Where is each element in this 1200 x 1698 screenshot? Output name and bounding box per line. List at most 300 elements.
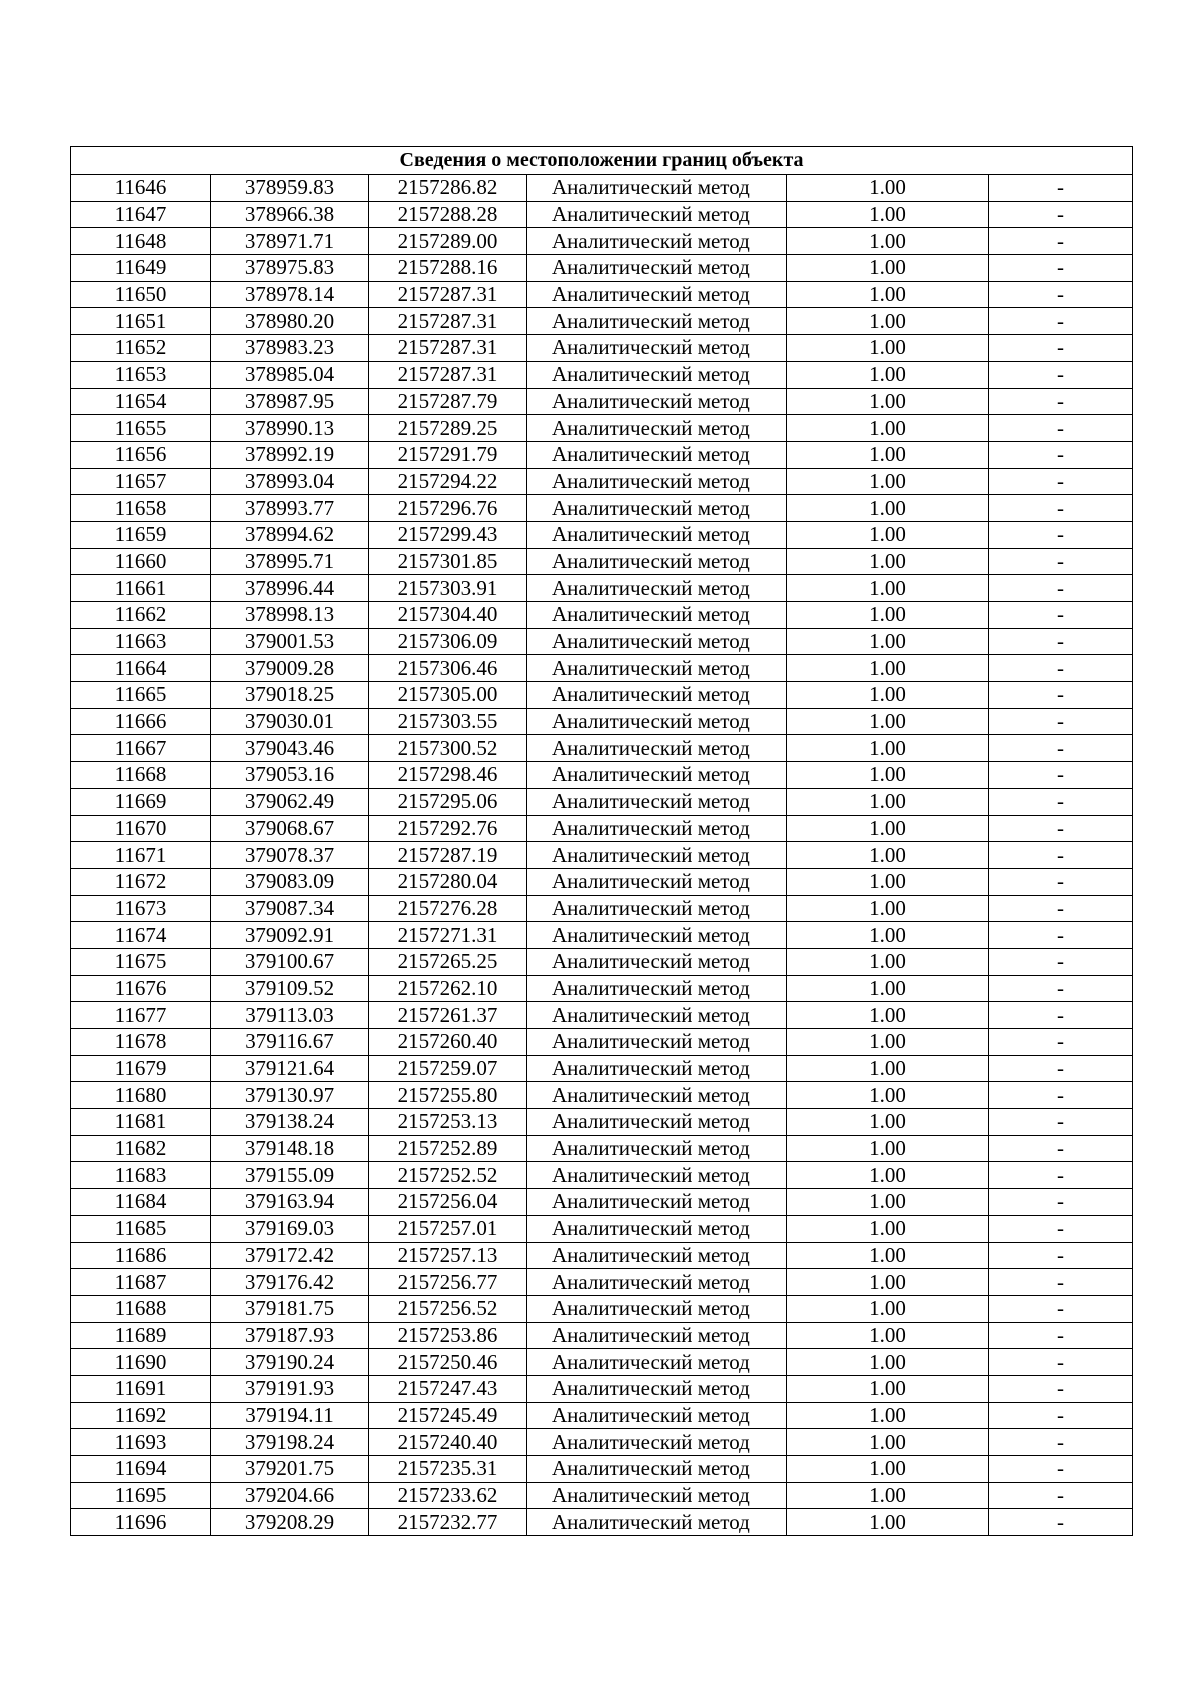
determination-method-cell: Аналитический метод: [527, 575, 787, 602]
coordinate-x-cell: 378994.62: [211, 521, 369, 548]
point-number-cell: 11673: [71, 895, 211, 922]
point-number-cell: 11683: [71, 1162, 211, 1189]
point-number-cell: 11660: [71, 548, 211, 575]
description-cell: -: [989, 1402, 1133, 1429]
description-cell: -: [989, 1349, 1133, 1376]
coordinate-y-cell: 2157295.06: [369, 788, 527, 815]
description-cell: -: [989, 1482, 1133, 1509]
point-number-cell: 11682: [71, 1135, 211, 1162]
coordinate-x-cell: 379078.37: [211, 842, 369, 869]
determination-method-cell: Аналитический метод: [527, 762, 787, 789]
determination-method-cell: Аналитический метод: [527, 1322, 787, 1349]
determination-method-cell: Аналитический метод: [527, 1402, 787, 1429]
accuracy-cell: 1.00: [787, 975, 989, 1002]
coordinate-y-cell: 2157253.86: [369, 1322, 527, 1349]
coordinate-x-cell: 379187.93: [211, 1322, 369, 1349]
coordinate-y-cell: 2157271.31: [369, 922, 527, 949]
accuracy-cell: 1.00: [787, 1002, 989, 1029]
point-number-cell: 11648: [71, 228, 211, 255]
description-cell: -: [989, 308, 1133, 335]
determination-method-cell: Аналитический метод: [527, 495, 787, 522]
point-number-cell: 11694: [71, 1456, 211, 1483]
point-number-cell: 11690: [71, 1349, 211, 1376]
description-cell: -: [989, 1269, 1133, 1296]
point-number-cell: 11681: [71, 1109, 211, 1136]
description-cell: -: [989, 281, 1133, 308]
point-number-cell: 11692: [71, 1402, 211, 1429]
table-row: [71, 1002, 1133, 1029]
point-number-cell: 11652: [71, 335, 211, 362]
coordinate-y-cell: 2157291.79: [369, 441, 527, 468]
determination-method-cell: Аналитический метод: [527, 1295, 787, 1322]
description-cell: -: [989, 1242, 1133, 1269]
coordinate-x-cell: 379113.03: [211, 1002, 369, 1029]
determination-method-cell: Аналитический метод: [527, 735, 787, 762]
table-row: [71, 1135, 1133, 1162]
description-cell: -: [989, 201, 1133, 228]
determination-method-cell: Аналитический метод: [527, 1189, 787, 1216]
table-row: [71, 655, 1133, 682]
table-row: [71, 868, 1133, 895]
point-number-cell: 11654: [71, 388, 211, 415]
determination-method-cell: Аналитический метод: [527, 468, 787, 495]
table-row: [71, 1242, 1133, 1269]
point-number-cell: 11671: [71, 842, 211, 869]
point-number-cell: 11687: [71, 1269, 211, 1296]
determination-method-cell: Аналитический метод: [527, 388, 787, 415]
table-row: [71, 762, 1133, 789]
description-cell: -: [989, 1456, 1133, 1483]
determination-method-cell: Аналитический метод: [527, 1109, 787, 1136]
coordinate-x-cell: 379087.34: [211, 895, 369, 922]
accuracy-cell: 1.00: [787, 1109, 989, 1136]
table-row: [71, 281, 1133, 308]
coordinate-y-cell: 2157300.52: [369, 735, 527, 762]
accuracy-cell: 1.00: [787, 228, 989, 255]
table-row: [71, 1322, 1133, 1349]
determination-method-cell: Аналитический метод: [527, 415, 787, 442]
coordinate-x-cell: 378992.19: [211, 441, 369, 468]
description-cell: -: [989, 868, 1133, 895]
point-number-cell: 11678: [71, 1029, 211, 1056]
point-number-cell: 11665: [71, 682, 211, 709]
accuracy-cell: 1.00: [787, 441, 989, 468]
coordinate-x-cell: 379148.18: [211, 1135, 369, 1162]
determination-method-cell: Аналитический метод: [527, 548, 787, 575]
coordinate-y-cell: 2157287.31: [369, 335, 527, 362]
point-number-cell: 11677: [71, 1002, 211, 1029]
description-cell: -: [989, 682, 1133, 709]
description-cell: -: [989, 335, 1133, 362]
description-cell: -: [989, 762, 1133, 789]
table-row: [71, 948, 1133, 975]
description-cell: -: [989, 1295, 1133, 1322]
table-row: [71, 201, 1133, 228]
point-number-cell: 11693: [71, 1429, 211, 1456]
determination-method-cell: Аналитический метод: [527, 682, 787, 709]
accuracy-cell: 1.00: [787, 868, 989, 895]
point-number-cell: 11669: [71, 788, 211, 815]
accuracy-cell: 1.00: [787, 388, 989, 415]
table-row: [71, 895, 1133, 922]
coordinate-x-cell: 378990.13: [211, 415, 369, 442]
determination-method-cell: Аналитический метод: [527, 361, 787, 388]
table-row: [71, 361, 1133, 388]
description-cell: -: [989, 255, 1133, 282]
point-number-cell: 11661: [71, 575, 211, 602]
accuracy-cell: 1.00: [787, 335, 989, 362]
coordinate-x-cell: 378995.71: [211, 548, 369, 575]
description-cell: -: [989, 575, 1133, 602]
accuracy-cell: 1.00: [787, 895, 989, 922]
accuracy-cell: 1.00: [787, 1375, 989, 1402]
accuracy-cell: 1.00: [787, 1135, 989, 1162]
coordinate-x-cell: 378966.38: [211, 201, 369, 228]
accuracy-cell: 1.00: [787, 602, 989, 629]
coordinate-x-cell: 378959.83: [211, 175, 369, 202]
accuracy-cell: 1.00: [787, 308, 989, 335]
point-number-cell: 11650: [71, 281, 211, 308]
determination-method-cell: Аналитический метод: [527, 788, 787, 815]
description-cell: -: [989, 415, 1133, 442]
accuracy-cell: 1.00: [787, 468, 989, 495]
coordinate-y-cell: 2157280.04: [369, 868, 527, 895]
point-number-cell: 11664: [71, 655, 211, 682]
table-row: [71, 1109, 1133, 1136]
determination-method-cell: Аналитический метод: [527, 1349, 787, 1376]
coordinate-x-cell: 378983.23: [211, 335, 369, 362]
coordinate-y-cell: 2157256.52: [369, 1295, 527, 1322]
description-cell: -: [989, 948, 1133, 975]
table-row: [71, 415, 1133, 442]
coordinate-x-cell: 379201.75: [211, 1456, 369, 1483]
table-row: [71, 975, 1133, 1002]
determination-method-cell: Аналитический метод: [527, 1509, 787, 1536]
table-row: [71, 228, 1133, 255]
determination-method-cell: Аналитический метод: [527, 255, 787, 282]
coordinate-x-cell: 378971.71: [211, 228, 369, 255]
coordinate-y-cell: 2157257.01: [369, 1215, 527, 1242]
coordinate-x-cell: 379130.97: [211, 1082, 369, 1109]
table-row: [71, 308, 1133, 335]
accuracy-cell: 1.00: [787, 788, 989, 815]
accuracy-cell: 1.00: [787, 415, 989, 442]
accuracy-cell: 1.00: [787, 175, 989, 202]
determination-method-cell: Аналитический метод: [527, 1456, 787, 1483]
accuracy-cell: 1.00: [787, 1082, 989, 1109]
accuracy-cell: 1.00: [787, 1429, 989, 1456]
table-body: [71, 175, 1133, 1536]
description-cell: -: [989, 788, 1133, 815]
coordinate-y-cell: 2157265.25: [369, 948, 527, 975]
description-cell: -: [989, 1055, 1133, 1082]
determination-method-cell: Аналитический метод: [527, 1429, 787, 1456]
determination-method-cell: Аналитический метод: [527, 1162, 787, 1189]
description-cell: -: [989, 1509, 1133, 1536]
coordinate-x-cell: 379194.11: [211, 1402, 369, 1429]
coordinate-y-cell: 2157276.28: [369, 895, 527, 922]
accuracy-cell: 1.00: [787, 1215, 989, 1242]
coordinate-x-cell: 379068.67: [211, 815, 369, 842]
table-row: [71, 1402, 1133, 1429]
determination-method-cell: Аналитический метод: [527, 922, 787, 949]
point-number-cell: 11679: [71, 1055, 211, 1082]
coordinate-x-cell: 379001.53: [211, 628, 369, 655]
description-cell: -: [989, 521, 1133, 548]
description-cell: -: [989, 495, 1133, 522]
coordinate-y-cell: 2157298.46: [369, 762, 527, 789]
table-row: [71, 1215, 1133, 1242]
point-number-cell: 11653: [71, 361, 211, 388]
accuracy-cell: 1.00: [787, 1322, 989, 1349]
determination-method-cell: Аналитический метод: [527, 895, 787, 922]
determination-method-cell: Аналитический метод: [527, 201, 787, 228]
point-number-cell: 11696: [71, 1509, 211, 1536]
coordinate-x-cell: 379181.75: [211, 1295, 369, 1322]
coordinate-y-cell: 2157233.62: [369, 1482, 527, 1509]
description-cell: -: [989, 1002, 1133, 1029]
point-number-cell: 11672: [71, 868, 211, 895]
point-number-cell: 11646: [71, 175, 211, 202]
coordinate-y-cell: 2157245.49: [369, 1402, 527, 1429]
coordinate-y-cell: 2157256.04: [369, 1189, 527, 1216]
coordinate-x-cell: 378975.83: [211, 255, 369, 282]
point-number-cell: 11666: [71, 708, 211, 735]
boundary-coordinates-table: [70, 146, 1133, 1536]
coordinate-y-cell: 2157262.10: [369, 975, 527, 1002]
coordinate-x-cell: 378993.04: [211, 468, 369, 495]
coordinate-y-cell: 2157292.76: [369, 815, 527, 842]
coordinate-y-cell: 2157240.40: [369, 1429, 527, 1456]
description-cell: -: [989, 441, 1133, 468]
accuracy-cell: 1.00: [787, 548, 989, 575]
table-row: [71, 1429, 1133, 1456]
description-cell: -: [989, 1429, 1133, 1456]
coordinate-x-cell: 379053.16: [211, 762, 369, 789]
description-cell: -: [989, 735, 1133, 762]
table-row: [71, 708, 1133, 735]
determination-method-cell: Аналитический метод: [527, 1082, 787, 1109]
accuracy-cell: 1.00: [787, 1055, 989, 1082]
coordinate-y-cell: 2157289.25: [369, 415, 527, 442]
determination-method-cell: Аналитический метод: [527, 441, 787, 468]
description-cell: -: [989, 228, 1133, 255]
coordinate-y-cell: 2157261.37: [369, 1002, 527, 1029]
point-number-cell: 11647: [71, 201, 211, 228]
table-row: [71, 922, 1133, 949]
table-row: [71, 1482, 1133, 1509]
accuracy-cell: 1.00: [787, 1189, 989, 1216]
determination-method-cell: Аналитический метод: [527, 1215, 787, 1242]
accuracy-cell: 1.00: [787, 1242, 989, 1269]
coordinate-x-cell: 378998.13: [211, 602, 369, 629]
point-number-cell: 11670: [71, 815, 211, 842]
coordinate-x-cell: 378987.95: [211, 388, 369, 415]
description-cell: -: [989, 361, 1133, 388]
determination-method-cell: Аналитический метод: [527, 842, 787, 869]
accuracy-cell: 1.00: [787, 655, 989, 682]
description-cell: -: [989, 548, 1133, 575]
determination-method-cell: Аналитический метод: [527, 521, 787, 548]
table-row: [71, 1295, 1133, 1322]
coordinate-x-cell: 379062.49: [211, 788, 369, 815]
table-row: [71, 628, 1133, 655]
point-number-cell: 11649: [71, 255, 211, 282]
accuracy-cell: 1.00: [787, 682, 989, 709]
accuracy-cell: 1.00: [787, 1402, 989, 1429]
description-cell: -: [989, 975, 1133, 1002]
determination-method-cell: Аналитический метод: [527, 868, 787, 895]
coordinate-x-cell: 379100.67: [211, 948, 369, 975]
point-number-cell: 11691: [71, 1375, 211, 1402]
description-cell: -: [989, 1135, 1133, 1162]
determination-method-cell: Аналитический метод: [527, 1242, 787, 1269]
point-number-cell: 11656: [71, 441, 211, 468]
coordinate-x-cell: 378980.20: [211, 308, 369, 335]
determination-method-cell: Аналитический метод: [527, 948, 787, 975]
coordinate-y-cell: 2157303.55: [369, 708, 527, 735]
description-cell: -: [989, 1189, 1133, 1216]
coordinate-y-cell: 2157256.77: [369, 1269, 527, 1296]
accuracy-cell: 1.00: [787, 255, 989, 282]
determination-method-cell: Аналитический метод: [527, 1482, 787, 1509]
point-number-cell: 11676: [71, 975, 211, 1002]
point-number-cell: 11663: [71, 628, 211, 655]
coordinate-y-cell: 2157286.82: [369, 175, 527, 202]
description-cell: -: [989, 895, 1133, 922]
accuracy-cell: 1.00: [787, 1456, 989, 1483]
table-row: [71, 575, 1133, 602]
accuracy-cell: 1.00: [787, 281, 989, 308]
table-row: [71, 602, 1133, 629]
description-cell: -: [989, 842, 1133, 869]
coordinate-x-cell: 379155.09: [211, 1162, 369, 1189]
table-row: [71, 1162, 1133, 1189]
point-number-cell: 11675: [71, 948, 211, 975]
determination-method-cell: Аналитический метод: [527, 335, 787, 362]
accuracy-cell: 1.00: [787, 815, 989, 842]
description-cell: -: [989, 1322, 1133, 1349]
coordinate-y-cell: 2157305.00: [369, 682, 527, 709]
coordinate-y-cell: 2157252.52: [369, 1162, 527, 1189]
accuracy-cell: 1.00: [787, 1029, 989, 1056]
coordinate-y-cell: 2157255.80: [369, 1082, 527, 1109]
accuracy-cell: 1.00: [787, 762, 989, 789]
description-cell: -: [989, 815, 1133, 842]
point-number-cell: 11685: [71, 1215, 211, 1242]
coordinate-x-cell: 379116.67: [211, 1029, 369, 1056]
accuracy-cell: 1.00: [787, 1295, 989, 1322]
table-row: [71, 788, 1133, 815]
point-number-cell: 11689: [71, 1322, 211, 1349]
determination-method-cell: Аналитический метод: [527, 708, 787, 735]
coordinate-y-cell: 2157287.19: [369, 842, 527, 869]
description-cell: -: [989, 602, 1133, 629]
coordinate-x-cell: 378993.77: [211, 495, 369, 522]
coordinate-y-cell: 2157259.07: [369, 1055, 527, 1082]
description-cell: -: [989, 1109, 1133, 1136]
point-number-cell: 11667: [71, 735, 211, 762]
point-number-cell: 11651: [71, 308, 211, 335]
table-title: Сведения о местоположении границ объекта: [71, 147, 1133, 175]
table-row: [71, 1375, 1133, 1402]
description-cell: -: [989, 1162, 1133, 1189]
accuracy-cell: 1.00: [787, 495, 989, 522]
table-row: [71, 441, 1133, 468]
coordinate-y-cell: 2157287.31: [369, 308, 527, 335]
coordinate-x-cell: 379083.09: [211, 868, 369, 895]
coordinate-x-cell: 379190.24: [211, 1349, 369, 1376]
accuracy-cell: 1.00: [787, 948, 989, 975]
determination-method-cell: Аналитический метод: [527, 602, 787, 629]
accuracy-cell: 1.00: [787, 735, 989, 762]
description-cell: -: [989, 1215, 1133, 1242]
coordinate-y-cell: 2157232.77: [369, 1509, 527, 1536]
point-number-cell: 11659: [71, 521, 211, 548]
point-number-cell: 11662: [71, 602, 211, 629]
coordinate-y-cell: 2157306.46: [369, 655, 527, 682]
point-number-cell: 11658: [71, 495, 211, 522]
coordinate-y-cell: 2157253.13: [369, 1109, 527, 1136]
table-row: [71, 175, 1133, 202]
determination-method-cell: Аналитический метод: [527, 628, 787, 655]
coordinate-x-cell: 379109.52: [211, 975, 369, 1002]
table-row: [71, 548, 1133, 575]
point-number-cell: 11655: [71, 415, 211, 442]
coordinate-y-cell: 2157287.31: [369, 281, 527, 308]
coordinate-y-cell: 2157235.31: [369, 1456, 527, 1483]
point-number-cell: 11686: [71, 1242, 211, 1269]
point-number-cell: 11680: [71, 1082, 211, 1109]
accuracy-cell: 1.00: [787, 922, 989, 949]
coordinate-x-cell: 379030.01: [211, 708, 369, 735]
coordinate-x-cell: 379018.25: [211, 682, 369, 709]
coordinate-y-cell: 2157294.22: [369, 468, 527, 495]
coordinate-y-cell: 2157288.28: [369, 201, 527, 228]
coordinate-x-cell: 378996.44: [211, 575, 369, 602]
accuracy-cell: 1.00: [787, 1509, 989, 1536]
table-row: [71, 682, 1133, 709]
coordinate-x-cell: 379163.94: [211, 1189, 369, 1216]
coordinate-y-cell: 2157247.43: [369, 1375, 527, 1402]
determination-method-cell: Аналитический метод: [527, 1375, 787, 1402]
determination-method-cell: Аналитический метод: [527, 1055, 787, 1082]
table-row: [71, 1189, 1133, 1216]
coordinate-y-cell: 2157304.40: [369, 602, 527, 629]
description-cell: -: [989, 468, 1133, 495]
coordinate-y-cell: 2157296.76: [369, 495, 527, 522]
determination-method-cell: Аналитический метод: [527, 1135, 787, 1162]
coordinate-y-cell: 2157257.13: [369, 1242, 527, 1269]
description-cell: -: [989, 388, 1133, 415]
description-cell: -: [989, 1375, 1133, 1402]
coordinate-y-cell: 2157287.31: [369, 361, 527, 388]
determination-method-cell: Аналитический метод: [527, 308, 787, 335]
point-number-cell: 11668: [71, 762, 211, 789]
point-number-cell: 11657: [71, 468, 211, 495]
table-row: [71, 495, 1133, 522]
accuracy-cell: 1.00: [787, 1269, 989, 1296]
point-number-cell: 11674: [71, 922, 211, 949]
coordinate-x-cell: 379176.42: [211, 1269, 369, 1296]
coordinate-y-cell: 2157252.89: [369, 1135, 527, 1162]
table-row: [71, 521, 1133, 548]
determination-method-cell: Аналитический метод: [527, 281, 787, 308]
coordinate-y-cell: 2157289.00: [369, 228, 527, 255]
coordinate-x-cell: 379138.24: [211, 1109, 369, 1136]
accuracy-cell: 1.00: [787, 361, 989, 388]
table-row: [71, 468, 1133, 495]
